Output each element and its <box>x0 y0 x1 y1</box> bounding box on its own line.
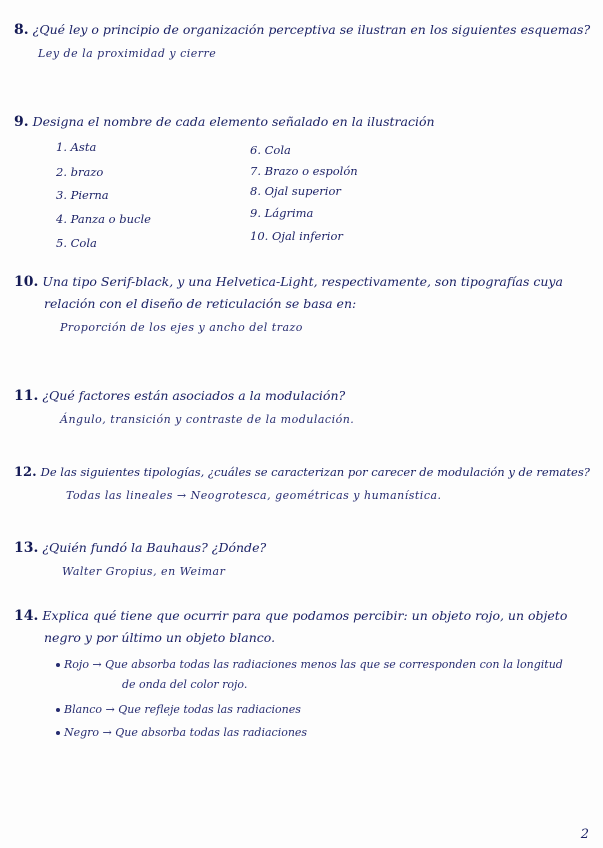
question-9-number: 9. <box>14 114 29 130</box>
label-item-4: 4. Panza o bucle <box>56 212 151 226</box>
question-8-text: ¿Qué ley o principio de organización perceptiva se ilustran en los siguientes esquemas? <box>32 22 591 37</box>
answer-10: Proporción de los ejes y ancho del trazo <box>60 321 303 334</box>
bullet-black-text: Negro → Que absorba todas las radiaciones <box>64 726 308 739</box>
bullet-red <box>56 658 563 671</box>
label-item-9: 9. Lágrima <box>250 206 314 220</box>
label-item-10: 10. Ojal inferior <box>250 229 343 243</box>
question-10-number: 10. <box>14 274 39 290</box>
bullet-dot <box>56 663 60 667</box>
label-item-6: 6. Cola <box>250 143 291 157</box>
label-item-5: 5. Cola <box>56 236 97 250</box>
question-12-number: 12. <box>14 465 37 480</box>
answer-12: Todas las lineales → Neogrotesca, geométricas y humanística. <box>66 489 442 502</box>
bullet-red-text: Rojo → Que absorba todas las radiaciones menos las que se corresponden con la longitud <box>64 658 563 671</box>
bullet-dot <box>56 708 60 712</box>
label-item-1: 1. Asta <box>56 140 97 154</box>
bullet-black <box>56 726 307 739</box>
bullet-red-continued: de onda del color rojo. <box>122 678 248 691</box>
question-10-text-continued: relación con el diseño de reticulación se basa en: <box>44 296 357 311</box>
answer-13: Walter Gropius, en Weimar <box>62 565 226 578</box>
bullet-white <box>56 703 301 716</box>
label-item-2: 2. brazo <box>56 165 104 179</box>
question-13 <box>14 540 266 556</box>
question-13-text: ¿Quién fundó la Bauhaus? ¿Dónde? <box>42 540 267 555</box>
question-14-text-continued: negro y por último un objeto blanco. <box>44 630 276 645</box>
question-8-number: 8. <box>14 22 29 38</box>
question-11-text: ¿Qué factores están asociados a la modulación? <box>42 388 346 403</box>
label-item-3: 3. Pierna <box>56 188 109 202</box>
question-11-number: 11. <box>14 388 39 404</box>
label-item-8: 8. Ojal superior <box>250 184 341 198</box>
bullet-dot <box>56 731 60 735</box>
question-8 <box>14 22 590 38</box>
question-14-number: 14. <box>14 608 39 624</box>
label-item-7: 7. Brazo o espolón <box>250 164 358 178</box>
bullet-white-text: Blanco → Que refleje todas las radiaciones <box>64 703 301 716</box>
question-12-text: De las siguientes tipologías, ¿cuáles se caracterizan por carecer de modulación y de remates? <box>40 465 590 479</box>
question-10 <box>14 274 563 290</box>
answer-8: Ley de la proximidad y cierre <box>38 47 217 60</box>
question-9 <box>14 114 435 130</box>
question-11 <box>14 388 345 404</box>
answer-11: Ángulo, transición y contraste de la modulación. <box>60 413 355 426</box>
page-number: 2 <box>580 827 589 842</box>
question-10-text: Una tipo Serif-black, y una Helvetica-Light, respectivamente, son tipografías cuya <box>42 274 563 289</box>
question-12 <box>14 464 590 481</box>
question-9-text: Designa el nombre de cada elemento señalado en la ilustración <box>32 114 435 129</box>
question-14 <box>14 608 567 624</box>
question-13-number: 13. <box>14 540 39 556</box>
question-14-text: Explica qué tiene que ocurrir para que podamos percibir: un objeto rojo, un objeto <box>42 608 568 623</box>
